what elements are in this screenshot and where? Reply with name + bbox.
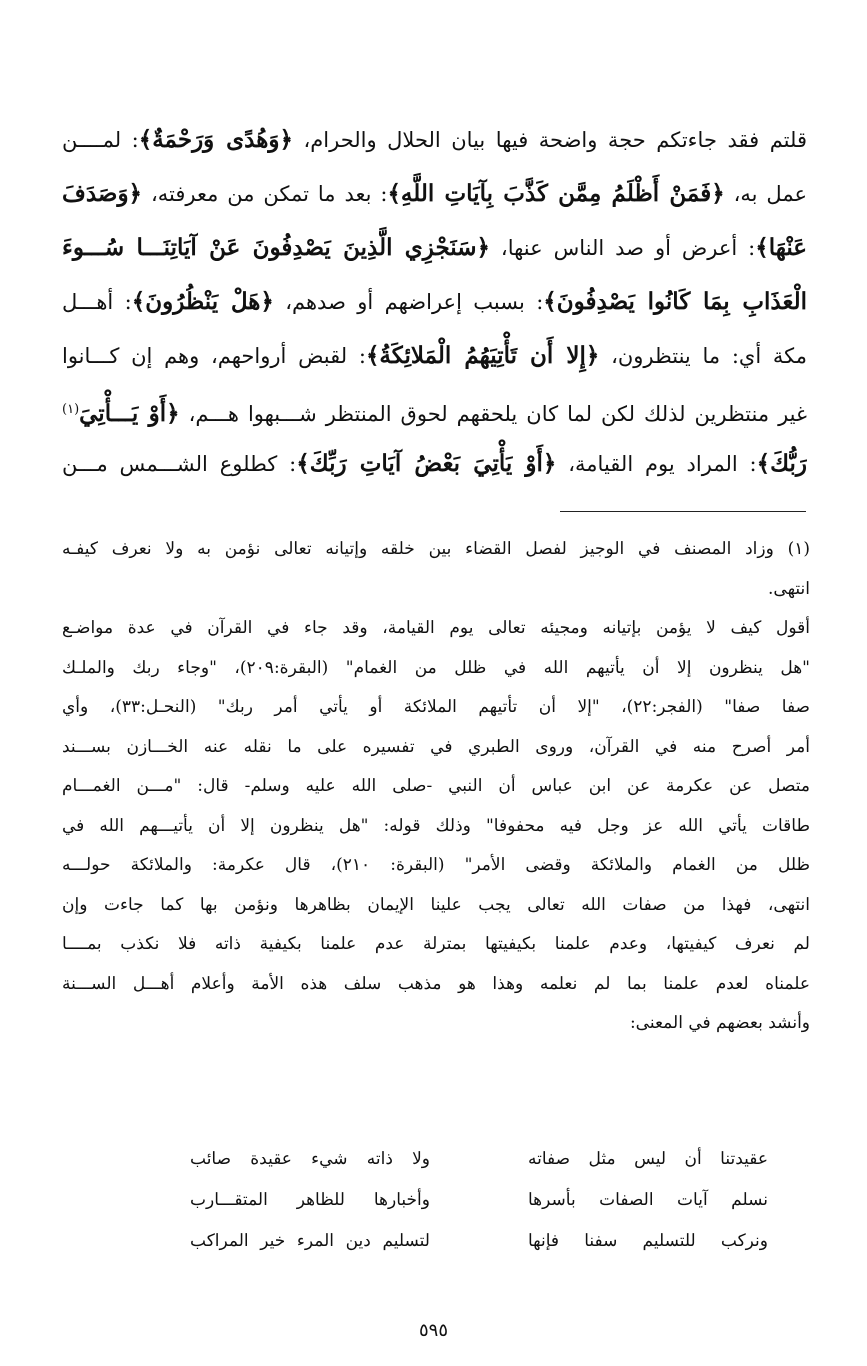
commentary-segment: غير منتظرين لذلك لكن لما كان يلحقهم لحوق المنتظر شـــبهوا هـــم، (179, 402, 807, 426)
main-text-line (62, 437, 807, 491)
commentary-segment: عمل به، (724, 182, 807, 206)
commentary-segment: قلتم فقد جاءتكم حجة واضحة فيها بيان الحلال والحرام، (292, 128, 807, 152)
quran-verse-segment: ﴿سَنَجْزِي الَّذِينَ يَصْدِفُونَ عَنْ آيَاتِنَـــا سُـــوءَ (62, 234, 490, 261)
commentary-segment: : أعرض أو صد الناس عنها، (489, 236, 756, 260)
quran-verse-segment: الْعَذَابِ بِمَا كَانُوا يَصْدِفُونَ﴾ (543, 288, 807, 315)
footnote-line: علمناه لعدم علمنا بما لم نعلمه وهذا هو مذهب سلف هذه الأمة وأعلام أهـــل الســـنة (62, 973, 810, 994)
commentary-segment: : بسبب إعراضهم أو صدهم، (273, 290, 544, 314)
main-text-line (62, 383, 807, 437)
poetry-verses (190, 1139, 768, 1262)
commentary-segment: : أهـــل (62, 290, 132, 314)
page-number: ٥٩٥ (418, 1320, 448, 1341)
main-text-line (62, 167, 807, 221)
footnote-reference: (١) (62, 402, 80, 417)
quran-verse-segment: ﴿وَهُدًى وَرَحْمَةٌ﴾ (138, 126, 293, 153)
footnote-line: صفا صفا" (الفجر:٢٢)، "إلا أن تأتيهم الملائكة أو يأتي أمر ربك" (النحـل:٣٣)، وأي (62, 697, 810, 717)
footnote-line: انتهى، فهذا من صفات الله تعالى يجب علينا الإيمان بظاهرها ونؤمن بها كما جاءت وإن (62, 894, 810, 915)
verse-row (190, 1180, 768, 1221)
commentary-segment: : كطلوع الشـــمس مـــن (62, 452, 297, 476)
main-text-line (62, 113, 807, 167)
main-commentary-text (62, 113, 807, 491)
quran-verse-segment: ﴿وَصَدَفَ (62, 180, 143, 207)
footnote-line: ظلل من الغمام والملائكة وقضى الأمر" (البقرة: ٢١٠)، قال عكرمة: والملائكة حولـــه (62, 855, 810, 875)
verse-first-hemistich: ونركب للتسليم سفنا فإنها (528, 1231, 768, 1251)
quran-verse-segment: ﴿فَمَنْ أَظْلَمُ مِمَّن كَذَّبَ بِآيَاتِ اللَّهِ﴾ (387, 180, 725, 207)
footnote-line: أقول كيف لا يؤمن بإتيانه ومجيئه تعالى يوم القيامة، وقد جاء في القرآن في عدة مواضـع (62, 618, 810, 638)
commentary-segment: : بعد ما تمكن من معرفته، (142, 182, 388, 206)
footnote-line: طاقات يأتي الله عز وجل فيه محفوفا" وذلك قوله: "هل ينظرون إلا أن يأتيـــهم الله في (62, 815, 810, 836)
quran-verse-segment: ﴿إِلا أَن تَأْتِيَهُمُ الْمَلائِكَةُ﴾ (365, 342, 600, 369)
footnote-line: وأنشد بعضهم في المعنى: (629, 1013, 810, 1033)
footnote-line: (١) وزاد المصنف في الوجيز لفصل القضاء بين خلقه وإتيانه تعالى نؤمن به ولا نعرف كيفـه (62, 539, 810, 559)
commentary-segment: : لقبض أرواحهم، وهم إن كـــانوا (62, 344, 366, 368)
quran-verse-segment: عَنْهَا﴾ (755, 234, 807, 261)
footnote-line: متصل عن عكرمة عن ابن عباس أن النبي -صلى الله عليه وسلم- قال: "مـــن الغمـــام (62, 776, 810, 796)
main-text-line (62, 221, 807, 275)
verse-first-hemistich: نسلم آيات الصفات بأسرها (528, 1190, 768, 1210)
footnote-separator (560, 511, 806, 512)
verse-second-hemistich: ولا ذاته شيء عقيدة صائب (190, 1149, 430, 1169)
main-text-line (62, 275, 807, 329)
quran-verse-segment: ﴿أَوْ يَأْتِيَ بَعْضُ آيَاتِ رَبِّكَ﴾ (296, 450, 557, 477)
main-text-line (62, 329, 807, 383)
verse-second-hemistich: لتسليم دين المرء خير المراكب (190, 1231, 430, 1251)
quran-verse-segment: ﴿هَلْ يَنْظُرُونَ﴾ (131, 288, 274, 315)
footnote-line: لم نعرف كيفيتها، وعدم علمنا بكيفيتها بمترلة عدم علمنا بكيفية ذاته فلا نكذب بمــــا (62, 934, 810, 954)
verse-first-hemistich: عقيدتنا أن ليس مثل صفاته (528, 1149, 768, 1169)
footnote-line: انتهى. (768, 578, 810, 599)
quran-verse-segment: رَبُّكَ﴾ (756, 450, 807, 477)
footnote-line: أمر أصرح منه في القرآن، وروى الطبري في تفسيره على ما نقله عنه الخـــازن بســـند (62, 736, 810, 757)
footnote-block (62, 530, 810, 1044)
verse-second-hemistich: وأخبارها للظاهر المتقـــارب (190, 1190, 430, 1210)
footnote-line: "هل ينظرون إلا أن يأتيهم الله في ظلل من الغمام" (البقرة:٢٠٩)، "وجاء ربك والملـك (62, 657, 810, 678)
commentary-segment: : المراد يوم القيامة، (556, 452, 757, 476)
verse-row (190, 1221, 768, 1262)
commentary-segment: مكة أي: ما ينتظرون، (599, 344, 807, 368)
quran-verse-segment: ﴿أَوْ يَـــأْتِيَ (79, 400, 180, 427)
commentary-segment: : لمــــن (62, 128, 139, 152)
verse-row (190, 1139, 768, 1180)
